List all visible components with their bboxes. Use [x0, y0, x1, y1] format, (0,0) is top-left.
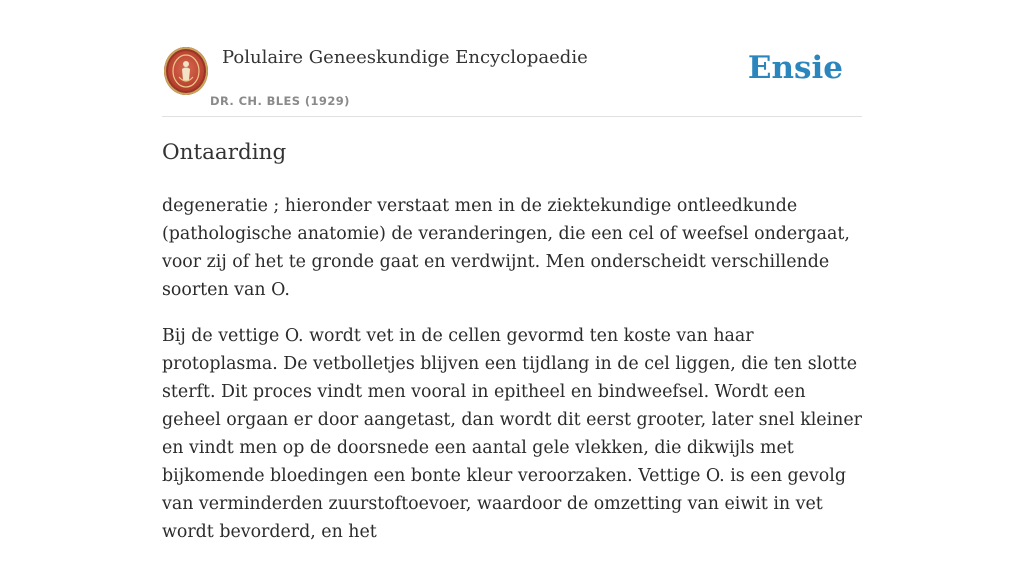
article-title: Ontaarding	[162, 140, 287, 165]
book-cover-emblem	[164, 47, 208, 95]
author-line: DR. CH. BLES (1929)	[210, 94, 350, 108]
encyclopedia-title[interactable]: Polulaire Geneeskundige Encyclopaedie	[222, 47, 588, 68]
article-paragraph: Bij de vettige O. wordt vet in de cellen gevormd ten koste van haar protoplasma. De vetbolletjes blijven een tijdlang in de cel liggen, die ten slotte sterft. Dit proces vindt men vooral in epitheel en bindweefsel. Wordt een geheel orgaan er door aangetast, dan wordt dit eerst grooter, later snel kleiner en vindt men op de doorsnede een aantal gele vlekken, die dikwijls met bijkomende bloedingen een bonte kleur veroorzaken. Vettige O. is een gevolg van verminderden zuurstoftoevoer, waardoor de omzetting van eiwit in vet wordt bevorderd, en het	[162, 326, 862, 542]
ensie-logo-link[interactable]: Ensie	[747, 50, 843, 86]
article-body	[162, 192, 862, 564]
book-cover-icon[interactable]	[164, 47, 208, 95]
article-paragraph: degeneratie ; hieronder verstaat men in de ziektekundige ontleedkunde (pathologische anatomie) de veranderingen, die een cel of weefsel ondergaat, voor zij of het te gronde gaat en verdwijnt. Men onderscheidt verschillende soorten van O.	[162, 196, 850, 300]
site-header	[162, 40, 862, 117]
